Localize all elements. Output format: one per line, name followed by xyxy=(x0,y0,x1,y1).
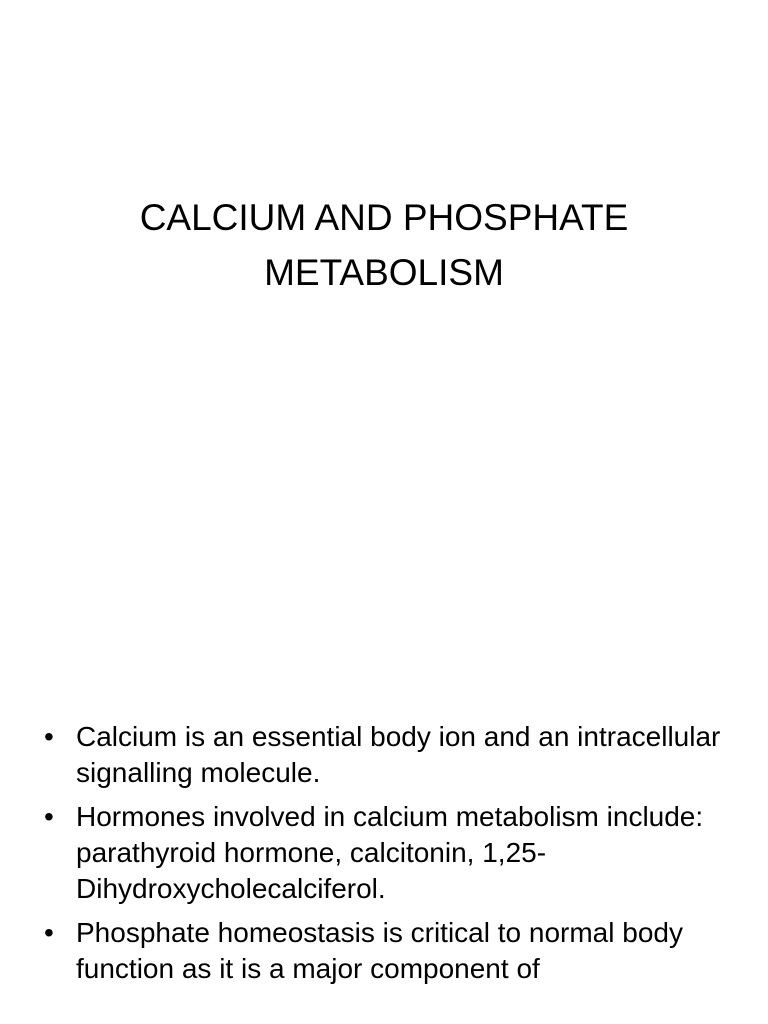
bullet-item xyxy=(40,915,740,987)
bullet-item xyxy=(40,799,740,907)
bullet-text: Phosphate homeostasis is critical to normal body function as it is a major component of xyxy=(76,917,683,984)
bullet-item xyxy=(40,719,740,791)
bullet-list xyxy=(40,719,740,995)
content-slide xyxy=(0,576,768,1024)
bullet-icon: • xyxy=(44,801,54,832)
slide-title: CALCIUM AND PHOSPHATE METABOLISM xyxy=(139,197,629,293)
bullet-icon: • xyxy=(44,721,54,752)
bullet-text: Calcium is an essential body ion and an intracellular signalling molecule. xyxy=(76,721,721,788)
bullet-text: Hormones involved in calcium metabolism include: parathyroid hormone, calcitonin, 1,25-Dihydroxycholecalciferol. xyxy=(76,801,704,904)
bullet-icon: • xyxy=(44,917,54,948)
